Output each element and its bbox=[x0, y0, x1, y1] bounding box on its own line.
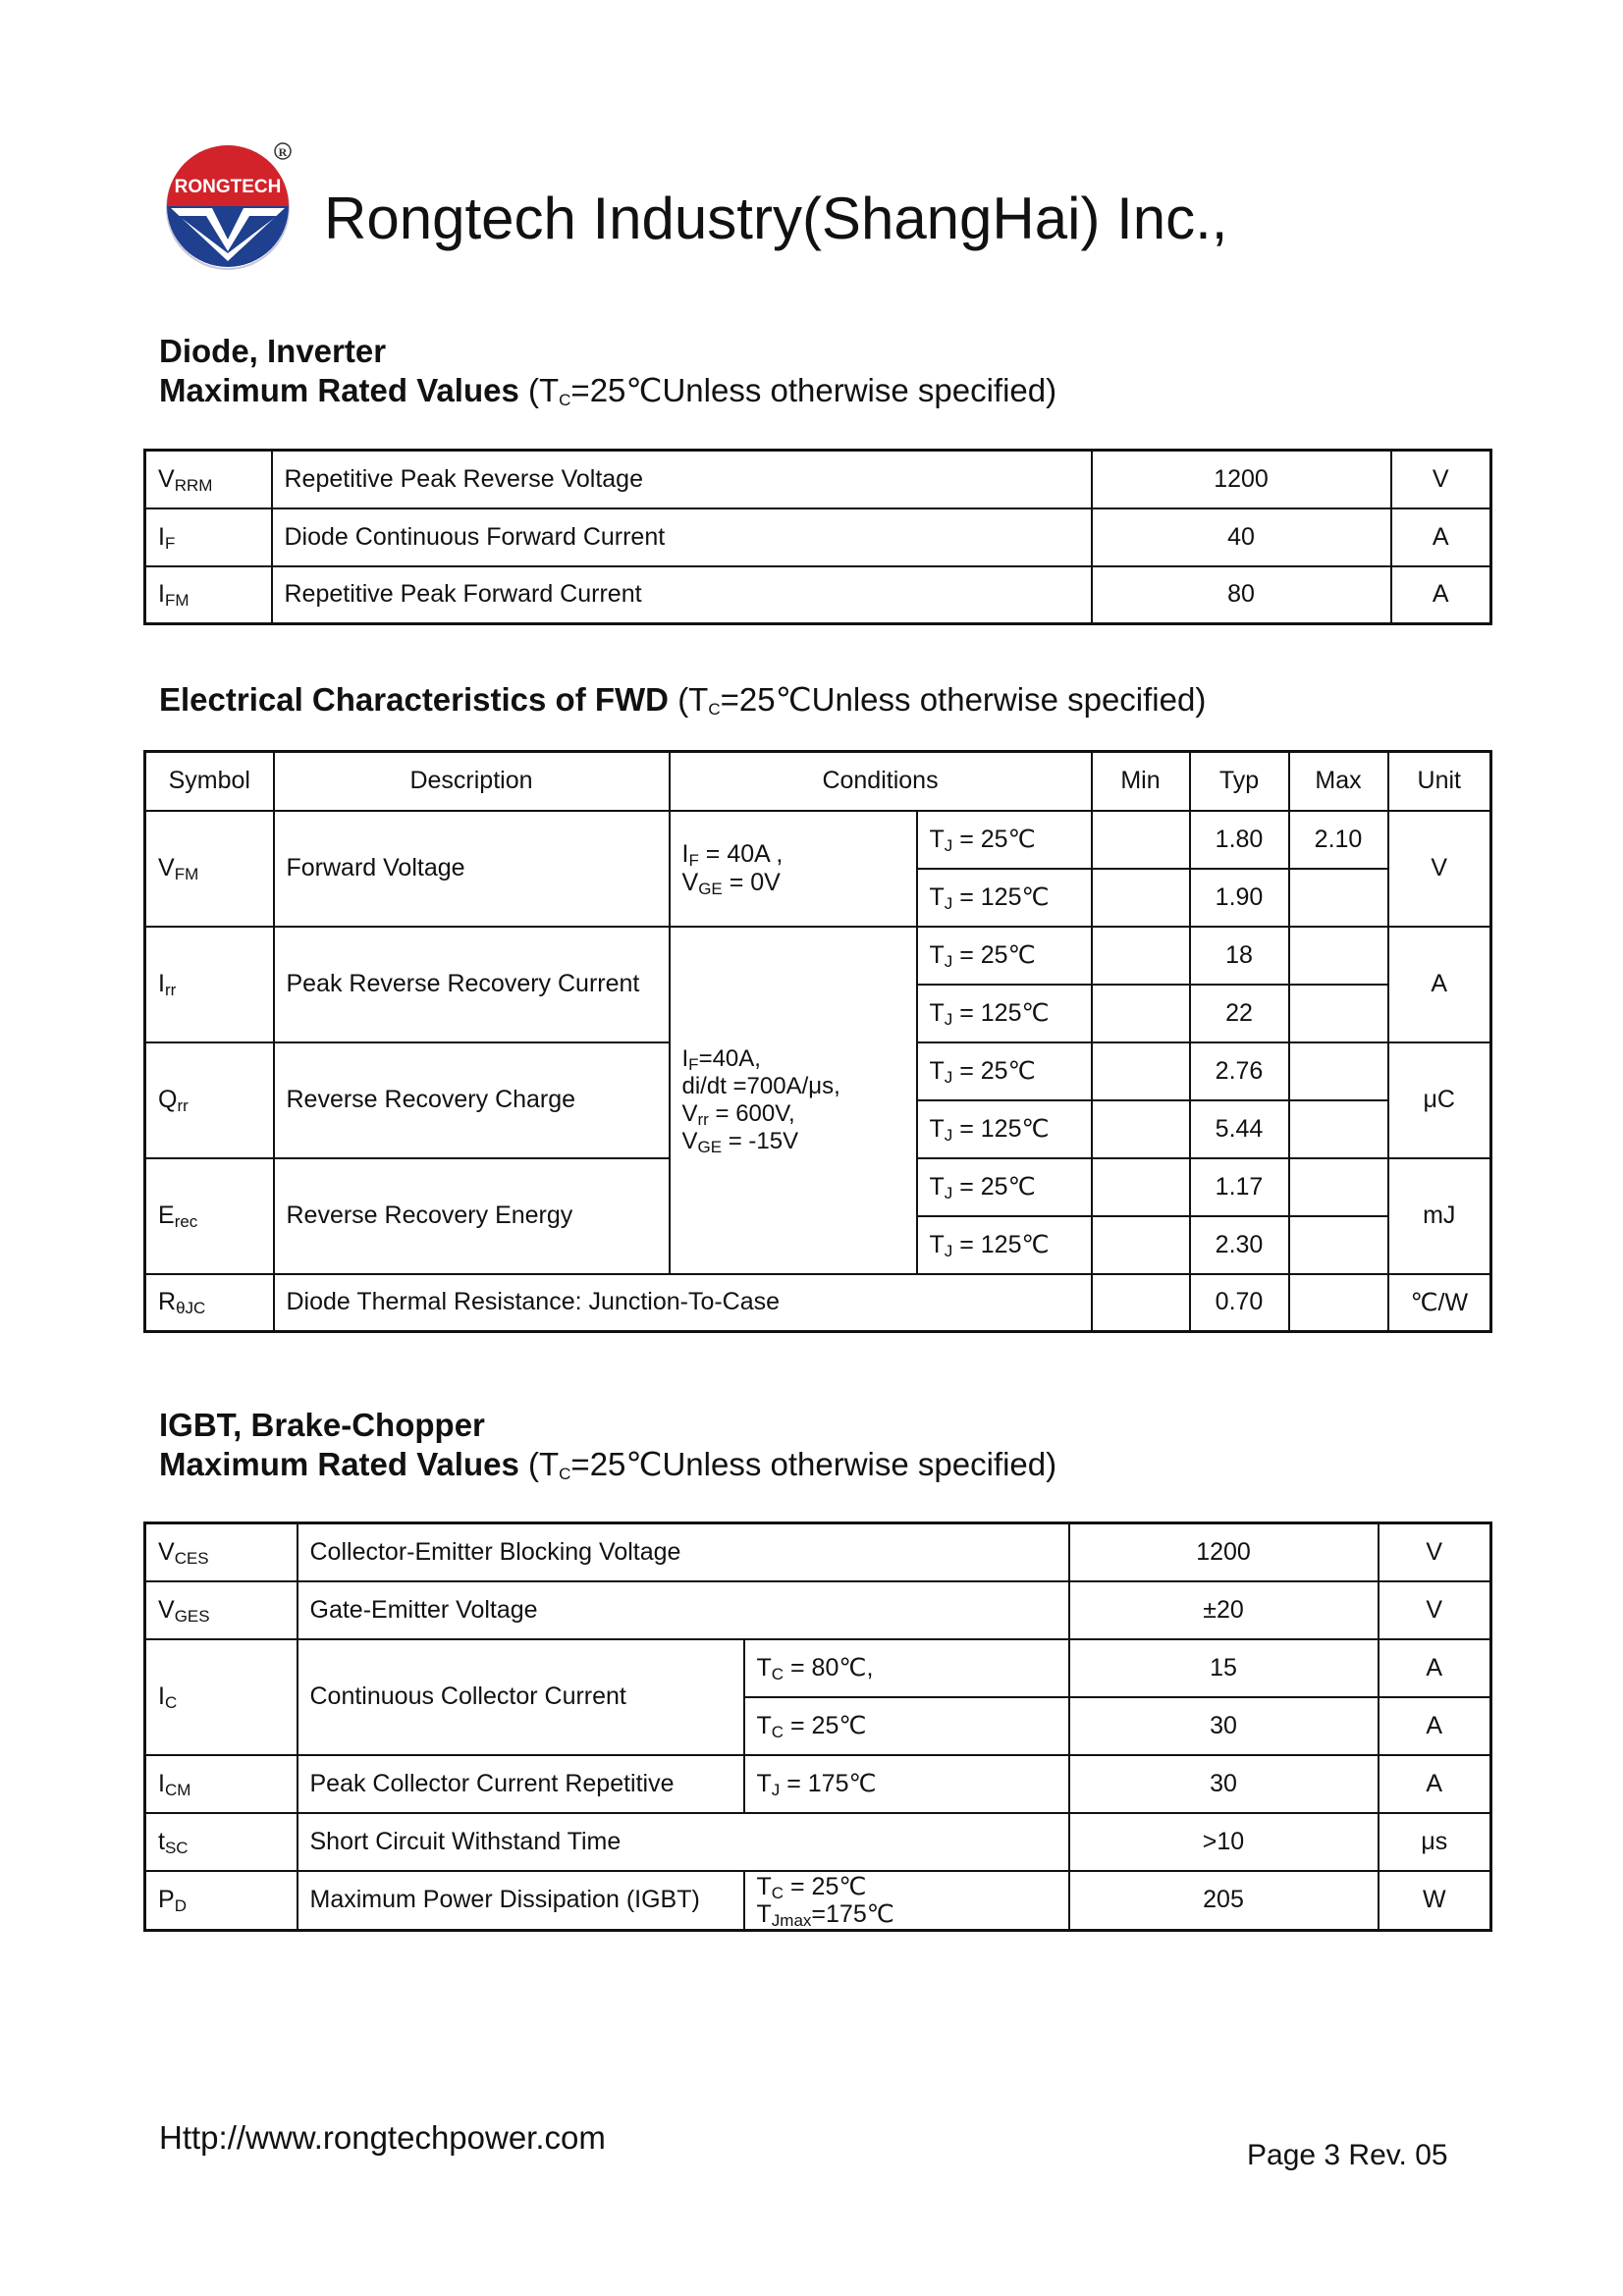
max-cell bbox=[1289, 1158, 1388, 1216]
value-cell: 15 bbox=[1069, 1639, 1379, 1697]
description-cell: Maximum Power Dissipation (IGBT) bbox=[298, 1871, 744, 1931]
condition-cell: $T_C$ = 80℃, bbox=[744, 1639, 1069, 1697]
symbol-cell: $t_{SC}$ bbox=[145, 1813, 298, 1871]
min-cell bbox=[1092, 1158, 1190, 1216]
symbol-cell: $I_{FM}$ bbox=[145, 566, 272, 624]
condition-cell: $T_C$ = 25℃ $T_{Jmax}=175℃$ bbox=[744, 1871, 1069, 1931]
value-cell: 80 bbox=[1092, 566, 1391, 624]
typ-cell: 0.70 bbox=[1190, 1274, 1289, 1332]
typ-cell: 1.17 bbox=[1190, 1158, 1289, 1216]
typ-cell: 5.44 bbox=[1190, 1100, 1289, 1158]
table-row bbox=[145, 1813, 1491, 1871]
unit-cell: A bbox=[1391, 508, 1491, 566]
description-cell: Peak Collector Current Repetitive bbox=[298, 1755, 744, 1813]
symbol-cell: $V_{GES}$ bbox=[145, 1581, 298, 1639]
temperature-cell: $T_J$ = 25℃ bbox=[917, 1158, 1092, 1216]
min-cell bbox=[1092, 985, 1190, 1042]
header-description: Description bbox=[274, 752, 670, 811]
table-row bbox=[145, 1274, 1491, 1332]
table-row bbox=[145, 508, 1491, 566]
typ-cell: 1.90 bbox=[1190, 869, 1289, 927]
value-cell: >10 bbox=[1069, 1813, 1379, 1871]
max-cell bbox=[1289, 1100, 1388, 1158]
symbol-cell: $I_C$ bbox=[145, 1639, 298, 1755]
symbol-cell: $I_F$ bbox=[145, 508, 272, 566]
symbol-cell: $P_D$ bbox=[145, 1871, 298, 1931]
symbol-cell: $V_{FM}$ bbox=[145, 811, 274, 927]
temperature-cell: $T_J$ = 125℃ bbox=[917, 869, 1092, 927]
header-min: Min bbox=[1092, 752, 1190, 811]
min-cell bbox=[1092, 1274, 1190, 1332]
igbt-max-rated-table bbox=[143, 1522, 1492, 1932]
company-name: Rongtech Industry(ShangHai) Inc., bbox=[324, 186, 1228, 251]
table-row bbox=[145, 927, 1491, 985]
table-row bbox=[145, 1755, 1491, 1813]
temperature-cell: $T_J$ = 25℃ bbox=[917, 927, 1092, 985]
min-cell bbox=[1092, 1042, 1190, 1100]
typ-cell: 2.30 bbox=[1190, 1216, 1289, 1274]
condition-cell: $T_C$ = 25℃ bbox=[744, 1697, 1069, 1755]
value-cell: 1200 bbox=[1092, 451, 1391, 508]
temperature-cell: $T_J$ = 25℃ bbox=[917, 1042, 1092, 1100]
symbol-cell: $V_{CES}$ bbox=[145, 1523, 298, 1581]
fwd-characteristics-table bbox=[143, 750, 1492, 1333]
symbol-cell: $I_{CM}$ bbox=[145, 1755, 298, 1813]
description-cell: Repetitive Peak Reverse Voltage bbox=[272, 451, 1092, 508]
unit-cell: ℃/W bbox=[1388, 1274, 1491, 1332]
header-row bbox=[145, 752, 1491, 811]
max-cell bbox=[1289, 1042, 1388, 1100]
logo-text: RONGTECH bbox=[174, 177, 282, 197]
table-row bbox=[145, 451, 1491, 508]
typ-cell: 1.80 bbox=[1190, 811, 1289, 869]
condition-cell: $I_F = 40A$ , $V_{GE} = 0V$ bbox=[670, 811, 917, 927]
temperature-cell: $T_J$ = 125℃ bbox=[917, 985, 1092, 1042]
table-row bbox=[145, 1581, 1491, 1639]
svg-text:R: R bbox=[278, 145, 288, 159]
value-cell: ±20 bbox=[1069, 1581, 1379, 1639]
value-cell: 30 bbox=[1069, 1697, 1379, 1755]
value-cell: 1200 bbox=[1069, 1523, 1379, 1581]
min-cell bbox=[1092, 1216, 1190, 1274]
value-cell: 40 bbox=[1092, 508, 1391, 566]
typ-cell: 2.76 bbox=[1190, 1042, 1289, 1100]
header-typ: Typ bbox=[1190, 752, 1289, 811]
max-cell bbox=[1289, 985, 1388, 1042]
section2-subtitle: Electrical Characteristics of FWD ($T_C=25℃Unless$ otherwise specified) bbox=[159, 681, 1207, 719]
header-conditions: Conditions bbox=[670, 752, 1092, 811]
unit-cell: A bbox=[1379, 1639, 1491, 1697]
shared-condition-cell: $I_F=40A$, di/dt =700A/μs, $V_{rr} = 600V$, $V_{GE} = -15V$ bbox=[670, 927, 917, 1274]
symbol-cell: $R_{\theta JC}$ bbox=[145, 1274, 274, 1332]
company-logo bbox=[157, 137, 304, 275]
description-cell: Gate-Emitter Voltage bbox=[298, 1581, 1069, 1639]
description-cell: Collector-Emitter Blocking Voltage bbox=[298, 1523, 1069, 1581]
unit-cell: A bbox=[1379, 1755, 1491, 1813]
description-cell: Diode Thermal Resistance: Junction-To-Case bbox=[274, 1274, 1092, 1332]
unit-cell: μs bbox=[1379, 1813, 1491, 1871]
header-unit: Unit bbox=[1388, 752, 1491, 811]
table-row bbox=[145, 566, 1491, 624]
symbol-cell: $V_{RRM}$ bbox=[145, 451, 272, 508]
table-row bbox=[145, 1523, 1491, 1581]
typ-cell: 22 bbox=[1190, 985, 1289, 1042]
symbol-cell: $E_{rec}$ bbox=[145, 1158, 274, 1274]
description-cell: Forward Voltage bbox=[274, 811, 670, 927]
table-row bbox=[145, 811, 1491, 869]
section1-title: Diode, Inverter bbox=[159, 333, 387, 369]
max-cell bbox=[1289, 1274, 1388, 1332]
min-cell bbox=[1092, 869, 1190, 927]
page-number: Page 3 Rev. 05 bbox=[1247, 2139, 1448, 2171]
description-cell: Continuous Collector Current bbox=[298, 1639, 744, 1755]
min-cell bbox=[1092, 811, 1190, 869]
description-cell: Peak Reverse Recovery Current bbox=[274, 927, 670, 1042]
unit-cell: A bbox=[1379, 1697, 1491, 1755]
header-max: Max bbox=[1289, 752, 1388, 811]
unit-cell: W bbox=[1379, 1871, 1491, 1931]
unit-cell: A bbox=[1391, 566, 1491, 624]
unit-cell: μC bbox=[1388, 1042, 1491, 1158]
description-cell: Reverse Recovery Charge bbox=[274, 1042, 670, 1158]
section1-subtitle: Maximum Rated Values ($T_C=25℃Unless$ otherwise specified) bbox=[159, 372, 1057, 409]
value-cell: 205 bbox=[1069, 1871, 1379, 1931]
unit-cell: V bbox=[1391, 451, 1491, 508]
temperature-cell: $T_J$ = 125℃ bbox=[917, 1100, 1092, 1158]
unit-cell: mJ bbox=[1388, 1158, 1491, 1274]
description-cell: Diode Continuous Forward Current bbox=[272, 508, 1092, 566]
max-cell bbox=[1289, 1216, 1388, 1274]
symbol-cell: $Q_{rr}$ bbox=[145, 1042, 274, 1158]
unit-cell: A bbox=[1388, 927, 1491, 1042]
diode-max-rated-table bbox=[143, 449, 1492, 625]
typ-cell: 18 bbox=[1190, 927, 1289, 985]
min-cell bbox=[1092, 1100, 1190, 1158]
max-cell bbox=[1289, 927, 1388, 985]
symbol-cell: $I_{rr}$ bbox=[145, 927, 274, 1042]
max-cell: 2.10 bbox=[1289, 811, 1388, 869]
table-row bbox=[145, 1639, 1491, 1697]
description-cell: Short Circuit Withstand Time bbox=[298, 1813, 1069, 1871]
table-row bbox=[145, 1871, 1491, 1931]
section3-subtitle: Maximum Rated Values ($T_C=25℃Unless$ otherwise specified) bbox=[159, 1446, 1057, 1483]
temperature-cell: $T_J$ = 125℃ bbox=[917, 1216, 1092, 1274]
description-cell: Reverse Recovery Energy bbox=[274, 1158, 670, 1274]
min-cell bbox=[1092, 927, 1190, 985]
unit-cell: V bbox=[1379, 1523, 1491, 1581]
header-symbol: Symbol bbox=[145, 752, 274, 811]
footer-url[interactable]: Http://www.rongtechpower.com bbox=[159, 2119, 606, 2156]
temperature-cell: $T_J$ = 25℃ bbox=[917, 811, 1092, 869]
section3-title: IGBT, Brake-Chopper bbox=[159, 1407, 485, 1443]
unit-cell: V bbox=[1388, 811, 1491, 927]
condition-cell: $T_J$ = 175℃ bbox=[744, 1755, 1069, 1813]
unit-cell: V bbox=[1379, 1581, 1491, 1639]
max-cell bbox=[1289, 869, 1388, 927]
value-cell: 30 bbox=[1069, 1755, 1379, 1813]
description-cell: Repetitive Peak Forward Current bbox=[272, 566, 1092, 624]
